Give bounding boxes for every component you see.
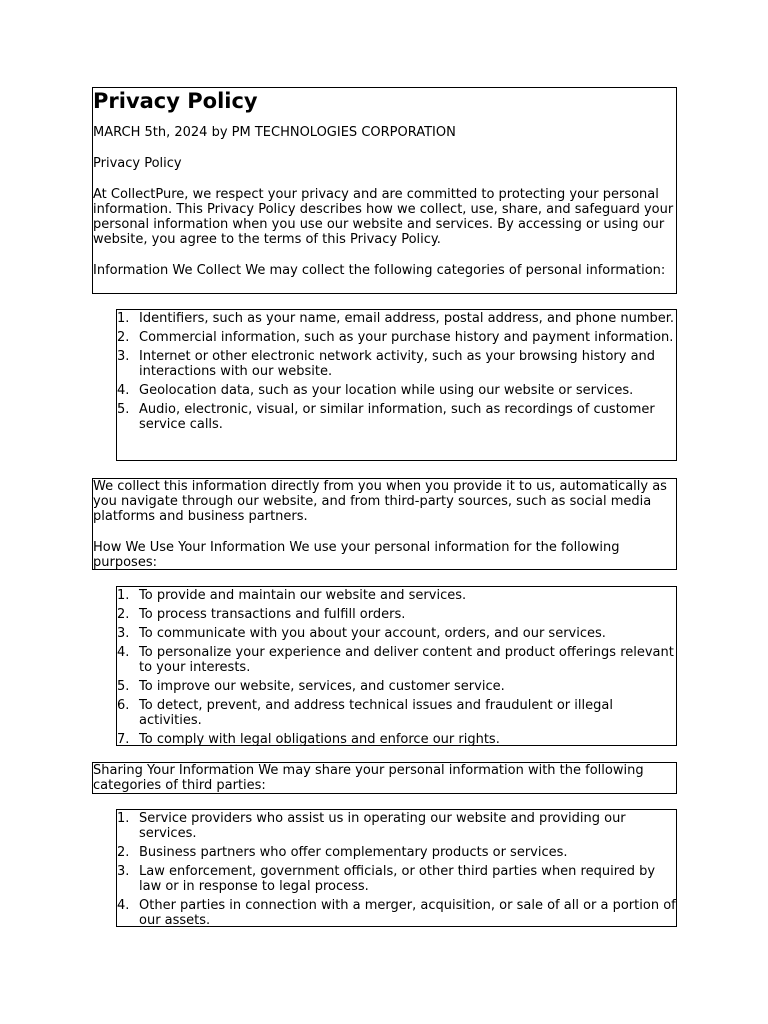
- list-number: 2.: [117, 330, 130, 345]
- list-item-text: Other parties in connection with a merger, acquisition, or sale of all or a portion of our assets.: [139, 898, 676, 928]
- list-item-text: To process transactions and fulfill orders.: [139, 607, 406, 622]
- list-item: [117, 402, 676, 432]
- list-item: [117, 383, 676, 398]
- list-item-text: To provide and maintain our website and services.: [139, 588, 467, 603]
- list-number: 4.: [117, 645, 130, 660]
- list-item: [117, 679, 676, 694]
- list-number: 1.: [117, 588, 130, 603]
- list-number: 3.: [117, 864, 130, 879]
- list-item: [117, 311, 676, 326]
- list-item-text: To communicate with you about your account, orders, and our services.: [139, 626, 606, 641]
- list-item-text: To personalize your experience and deliver content and product offerings relevant to your interests.: [139, 645, 674, 675]
- list-item-text: Business partners who offer complementary products or services.: [139, 845, 568, 860]
- list-item-text: Audio, electronic, visual, or similar information, such as recordings of customer service calls.: [139, 402, 655, 432]
- list-number: 2.: [117, 607, 130, 622]
- collect-list-section: [116, 309, 677, 461]
- list-number: 7.: [117, 732, 130, 747]
- list-item-text: Identifiers, such as your name, email address, postal address, and phone number.: [139, 311, 675, 326]
- list-number: 2.: [117, 845, 130, 860]
- list-number: 1.: [117, 811, 130, 826]
- use-list: [117, 587, 676, 747]
- list-item-text: Law enforcement, government officials, or other third parties when required by law or in response to legal process.: [139, 864, 656, 894]
- collect-heading: Information We Collect We may collect the following categories of personal information:: [93, 263, 666, 278]
- intro-section: [92, 87, 677, 294]
- list-item-text: Internet or other electronic network activity, such as your browsing history and interactions with our website.: [139, 349, 656, 379]
- use-section: [92, 478, 677, 570]
- list-item: [117, 645, 676, 675]
- share-list: [117, 810, 676, 928]
- collect-list: [117, 310, 676, 432]
- list-number: 3.: [117, 349, 130, 364]
- list-item: [117, 732, 676, 747]
- list-item: [117, 811, 676, 841]
- list-number: 6.: [117, 698, 130, 713]
- list-item: [117, 898, 676, 928]
- list-item-text: To detect, prevent, and address technical issues and fraudulent or illegal activities.: [139, 698, 613, 728]
- list-item: [117, 607, 676, 622]
- list-item: [117, 864, 676, 894]
- list-item: [117, 698, 676, 728]
- list-item: [117, 626, 676, 641]
- page-title: Privacy Policy: [93, 89, 258, 113]
- share-list-section: [116, 809, 677, 927]
- use-heading: How We Use Your Information We use your personal information for the following purposes:: [93, 540, 620, 570]
- intro-paragraph: At CollectPure, we respect your privacy and are committed to protecting your personal information. This Privacy Policy describes how we collect, use, share, and safeguard your personal information when you use our website and services. By accessing or using our website, you agree to the terms of this Privacy Policy.: [93, 187, 674, 247]
- use-list-section: [116, 586, 677, 746]
- share-heading: Sharing Your Information We may share your personal information with the following categories of third parties:: [93, 763, 644, 793]
- list-number: 1.: [117, 311, 130, 326]
- list-item-text: To comply with legal obligations and enforce our rights.: [139, 732, 500, 747]
- byline: MARCH 5th, 2024 by PM TECHNOLOGIES CORPORATION: [93, 125, 456, 140]
- list-item: [117, 588, 676, 603]
- list-item-text: Geolocation data, such as your location while using our website or services.: [139, 383, 634, 398]
- subtitle: Privacy Policy: [93, 156, 182, 171]
- share-section: [92, 762, 677, 794]
- list-item-text: Service providers who assist us in operating our website and providing our services.: [139, 811, 626, 841]
- list-item: [117, 845, 676, 860]
- collect-sources-paragraph: We collect this information directly from you when you provide it to us, automatically as you navigate through our website, and from third-party sources, such as social media platforms and business partners.: [93, 479, 667, 524]
- list-item-text: To improve our website, services, and customer service.: [139, 679, 505, 694]
- list-number: 3.: [117, 626, 130, 641]
- list-item: [117, 330, 676, 345]
- list-number: 4.: [117, 898, 130, 913]
- list-item-text: Commercial information, such as your purchase history and payment information.: [139, 330, 674, 345]
- list-number: 4.: [117, 383, 130, 398]
- list-number: 5.: [117, 679, 130, 694]
- list-number: 5.: [117, 402, 130, 417]
- list-item: [117, 349, 676, 379]
